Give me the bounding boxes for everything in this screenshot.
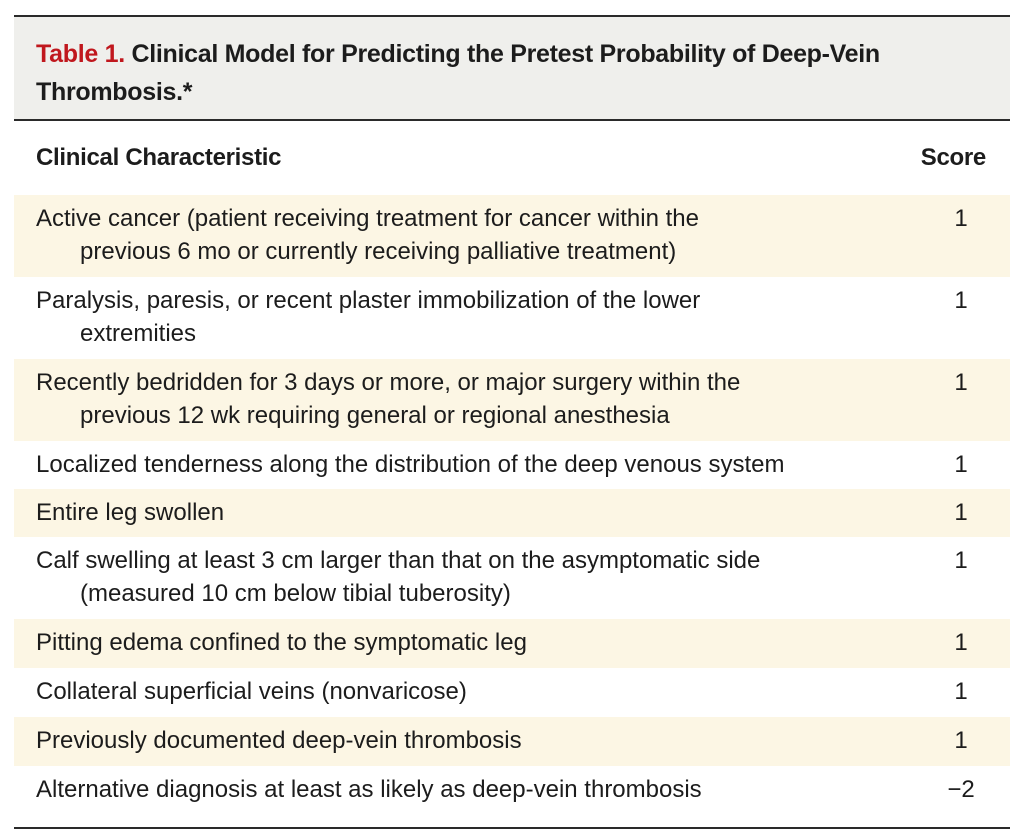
table-row	[14, 537, 1010, 619]
table-row	[14, 668, 1010, 717]
header-score: Score	[920, 144, 986, 171]
row-score: 1	[954, 547, 968, 574]
row-score: 1	[954, 369, 968, 396]
row-score: 1	[954, 451, 968, 478]
row-text-line: Pitting edema confined to the symptomatic leg	[36, 629, 527, 656]
table-row	[14, 766, 1010, 815]
row-score: 1	[954, 629, 968, 656]
row-characteristic	[36, 284, 926, 350]
table-row	[14, 277, 1010, 359]
table-row	[14, 717, 1010, 766]
row-text-line: Previously documented deep-vein thrombosis	[36, 727, 522, 754]
row-characteristic	[36, 448, 926, 481]
table-row	[14, 359, 1010, 441]
table-row	[14, 619, 1010, 668]
row-characteristic	[36, 626, 926, 659]
row-text-line: Active cancer (patient receiving treatment for cancer within the	[36, 205, 699, 232]
table-body	[14, 195, 1010, 815]
row-characteristic	[36, 773, 926, 806]
row-text-continuation: previous 12 wk requiring general or regional anesthesia	[80, 402, 670, 429]
table-row	[14, 489, 1010, 537]
table-row	[14, 441, 1010, 489]
table-header-row	[14, 121, 1010, 195]
row-score: 1	[954, 678, 968, 705]
row-score: 1	[954, 287, 968, 314]
row-text-line: Entire leg swollen	[36, 499, 225, 526]
table-title-text: Clinical Model for Predicting the Pretest Probability of Deep-Vein Thrombosis.*	[36, 40, 880, 106]
row-text-line: Recently bedridden for 3 days or more, or major surgery within the	[36, 369, 741, 396]
row-score: 1	[954, 499, 968, 526]
table-title	[14, 17, 1010, 121]
row-characteristic	[36, 675, 926, 708]
row-text-line: Localized tenderness along the distribution of the deep venous system	[36, 451, 785, 478]
row-text-continuation: previous 6 mo or currently receiving palliative treatment)	[80, 238, 677, 265]
row-text-line: Collateral superficial veins (nonvaricose)	[36, 678, 467, 705]
table-number: Table 1.	[36, 40, 125, 68]
row-characteristic	[36, 202, 926, 268]
row-characteristic	[36, 544, 926, 610]
table-row	[14, 195, 1010, 277]
row-characteristic	[36, 366, 926, 432]
row-text-continuation: (measured 10 cm below tibial tuberosity)	[80, 580, 511, 607]
table-1	[14, 15, 1010, 829]
row-text-line: Alternative diagnosis at least as likely as deep-vein thrombosis	[36, 776, 702, 803]
row-characteristic	[36, 496, 926, 529]
row-score: −2	[947, 776, 975, 803]
row-characteristic	[36, 724, 926, 757]
row-text-line: Calf swelling at least 3 cm larger than that on the asymptomatic side	[36, 547, 761, 574]
row-text-continuation: extremities	[80, 320, 197, 347]
row-score: 1	[954, 205, 968, 232]
header-clinical-characteristic: Clinical Characteristic	[36, 144, 282, 171]
row-text-line: Paralysis, paresis, or recent plaster immobilization of the lower	[36, 287, 701, 314]
row-score: 1	[954, 727, 968, 754]
